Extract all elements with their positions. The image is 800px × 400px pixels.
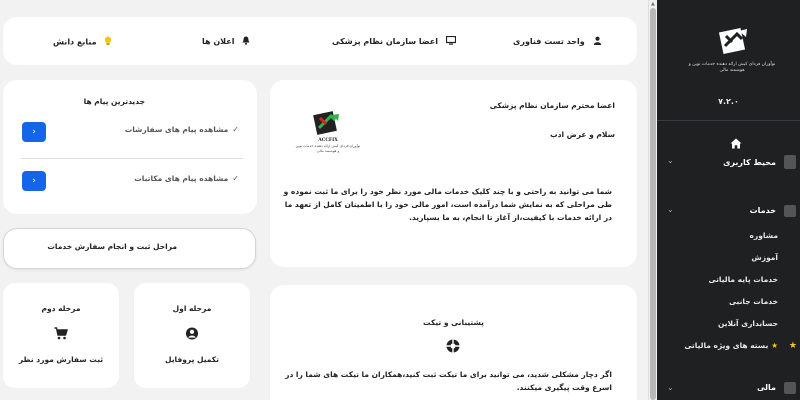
- brand-logo: [711, 26, 755, 60]
- messages-title: جدیدترین پیام ها: [83, 97, 145, 106]
- star-icon: ★: [771, 341, 778, 350]
- lifebuoy-icon: [446, 338, 460, 357]
- greeting-text: سلام و عرض ادب: [550, 130, 615, 139]
- medical-members-item[interactable]: اعضا سازمان نظام پزشکی: [332, 36, 456, 47]
- step-one-card[interactable]: مرحله اول تکمیل پروفایل: [134, 283, 250, 388]
- star-icon: ★: [788, 341, 797, 351]
- sidebar-item-online-accounting[interactable]: حسابداری آنلاین: [717, 319, 778, 328]
- app-version: ۷.۲.۰: [718, 97, 739, 106]
- monitor-icon: [446, 36, 456, 47]
- user-icon: [593, 36, 602, 47]
- latest-messages-card: [3, 80, 257, 214]
- cart-icon: [54, 325, 68, 344]
- support-title: پشتیبانی و تیکت: [423, 318, 484, 327]
- chevron-down-icon: ⌄: [667, 156, 674, 165]
- accfix-logo: ACCFIX نوآوران فردای کیش ارائه دهنده خدمات نوین و هوشمند مالی: [303, 110, 353, 160]
- knowledge-item[interactable]: منابع دانش: [53, 36, 112, 48]
- announcements-item[interactable]: اعلان ها: [202, 36, 250, 47]
- step-two-card[interactable]: مرحله دوم ثبت سفارش مورد نظر: [3, 283, 119, 388]
- sidebar-item-basic-tax[interactable]: خدمات پایه مالیاتی: [708, 275, 778, 284]
- top-navigation-bar: [3, 17, 637, 65]
- order-messages-button[interactable]: ›: [22, 122, 46, 142]
- home-icon[interactable]: [730, 134, 742, 145]
- scrollbar-thumb[interactable]: [650, 8, 656, 400]
- scroll-up-arrow-icon[interactable]: ▲: [651, 1, 655, 7]
- page-scrollbar[interactable]: [648, 0, 657, 400]
- sidebar: [657, 0, 800, 400]
- order-messages-link[interactable]: مشاهده پیام های سفارشات ✓: [124, 125, 239, 134]
- sidebar-item-consulting[interactable]: مشاوره: [749, 231, 778, 240]
- user-circle-icon: [186, 325, 199, 344]
- lightbulb-icon: [104, 36, 112, 48]
- correspondence-messages-button[interactable]: ›: [22, 171, 46, 191]
- brand-caption: نوآوران فردای کیش ارائه دهنده خدمات نوین و هوشمند مالی: [688, 62, 776, 73]
- welcome-card: [270, 80, 637, 267]
- services-icon: [784, 205, 796, 217]
- welcome-heading: اعضا محترم سازمان نظام پزشکی: [489, 101, 615, 110]
- sidebar-divider: [657, 120, 800, 121]
- check-icon: ✓: [232, 174, 239, 183]
- sidebar-item-side-services[interactable]: خدمات جانبی: [728, 297, 778, 306]
- chevron-down-icon: ⌄: [667, 205, 674, 214]
- divider: [21, 158, 243, 159]
- sidebar-item-tax-packages[interactable]: بسته های ویژه مالیاتی ★: [684, 341, 778, 350]
- service-steps-header: مراحل ثبت و انجام سفارش خدمات: [3, 228, 256, 269]
- sidebar-item-financial[interactable]: ⌄ مالی: [657, 380, 800, 400]
- correspondence-messages-link[interactable]: مشاهده پیام های مکاتبات ✓: [134, 174, 239, 183]
- tech-unit-item[interactable]: واحد تست فناوری: [513, 36, 602, 47]
- chevron-down-icon: ⌄: [667, 383, 674, 392]
- sidebar-item-training[interactable]: آموزش: [751, 253, 778, 262]
- bell-icon: [242, 36, 250, 47]
- financial-icon: [784, 382, 796, 394]
- user-area-icon: [784, 155, 796, 169]
- sidebar-item-user-area[interactable]: ⌄ محیط کاربری: [657, 152, 800, 174]
- sidebar-item-services[interactable]: ⌄ خدمات: [657, 202, 800, 222]
- check-icon: ✓: [232, 125, 239, 134]
- welcome-body-text: شما می توانید به راحتی و با چند کلیک خدمات مالی مورد نظر خود را برای ما ثبت نموده و طی مراحلی که به نمایش شما درآمده است، امور مالی خود را با اطمینان کامل از تعهد ما در ارائه خدمات با کیفیت،از آغاز تا انجام، به ما بسپارید.: [283, 187, 612, 222]
- support-body-text: اگر دچار مشکلی شدید، می توانید برای ما تیکت ثبت کنید،همکاران ما تیکت های شما را در اسرع وقت پیگیری میکنند.: [285, 370, 612, 392]
- support-ticket-card[interactable]: [270, 285, 637, 400]
